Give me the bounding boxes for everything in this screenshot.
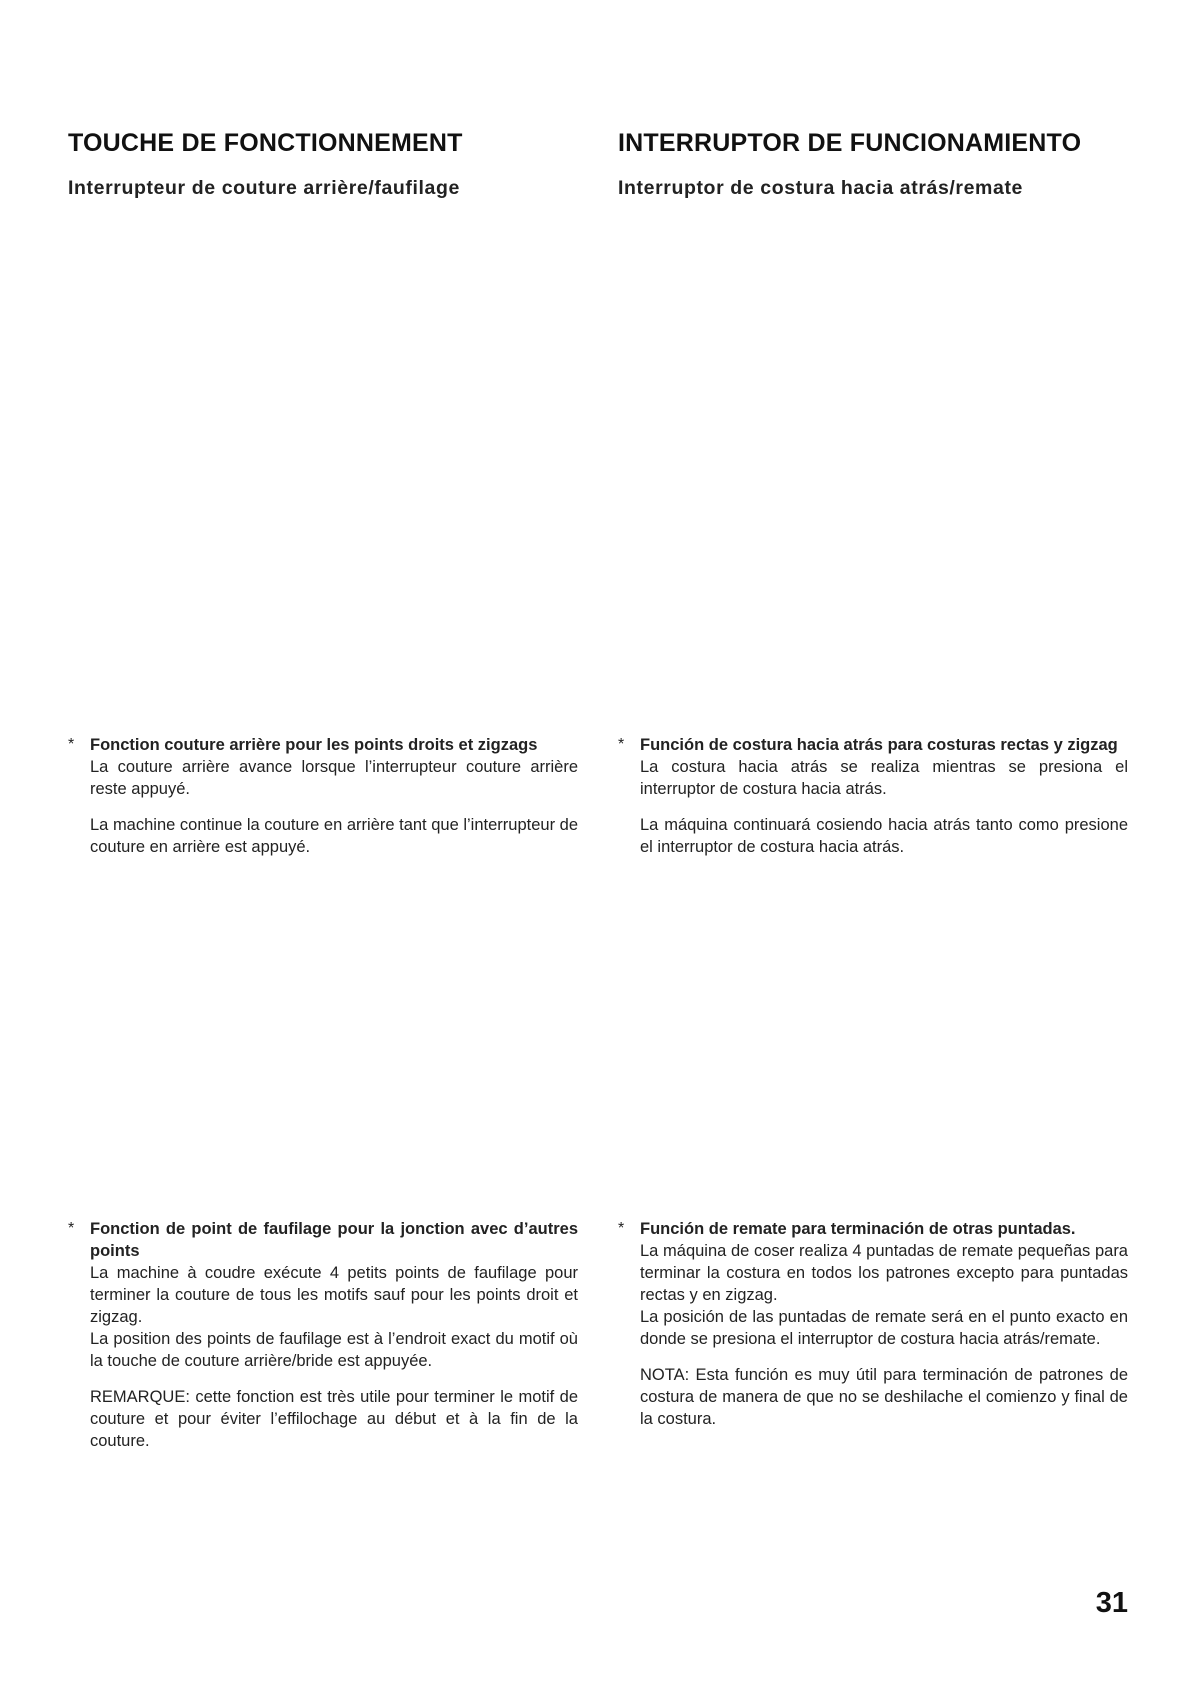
right-reverse-stitch-heading: Función de costura hacia atrás para costuras rectas y zigzag: [640, 736, 1118, 754]
right-tie-off-note: NOTA: Esta función es muy útil para terminación de patrones de costura de manera de que no se deshilache el comienzo y final de la costura.: [640, 1366, 1128, 1428]
left-tie-off-section: [68, 1218, 578, 1452]
left-tie-off-note: REMARQUE: cette fonction est très utile pour terminer le motif de couture et pour éviter l’effilochage au début et à la fin de la couture.: [90, 1388, 578, 1450]
right-reverse-stitch-p1: La costura hacia atrás se realiza mientras se presiona el interruptor de costura hacia atrás.: [640, 758, 1128, 798]
bullet-asterisk: *: [68, 1220, 75, 1237]
right-reverse-stitch-p2: La máquina continuará cosiendo hacia atrás tanto como presione el interruptor de costura hacia atrás.: [640, 816, 1128, 856]
right-reverse-stitch-bullet: [618, 734, 1128, 858]
left-header: [68, 128, 568, 200]
bullet-asterisk: *: [68, 736, 75, 753]
left-tie-off-p2: La position des points de faufilage est à l’endroit exact du motif où la touche de couture arrière/bride est appuyée.: [90, 1330, 578, 1370]
left-subtitle: Interrupteur de couture arrière/faufilage: [68, 177, 460, 199]
bullet-asterisk: *: [618, 1220, 625, 1237]
left-reverse-stitch-p2: La machine continue la couture en arrière tant que l’interrupteur de couture en arrière est appuyé.: [90, 816, 578, 856]
left-tie-off-heading: Fonction de point de faufilage pour la jonction avec d’autres points: [90, 1220, 578, 1260]
left-reverse-stitch-heading: Fonction couture arrière pour les points droits et zigzags: [90, 736, 538, 754]
right-section-title: INTERRUPTOR DE FUNCIONAMIENTO: [618, 129, 1082, 157]
right-reverse-stitch-section: [618, 734, 1128, 858]
page-number: 31: [1095, 1587, 1128, 1619]
left-tie-off-p1: La machine à coudre exécute 4 petits points de faufilage pour terminer la couture de tous les motifs sauf pour les points droit et zigzag.: [90, 1264, 578, 1326]
left-reverse-stitch-bullet: [68, 734, 578, 858]
right-tie-off-p2: La posición de las puntadas de remate será en el punto exacto en donde se presiona el interruptor de costura hacia atrás/remate.: [640, 1308, 1128, 1348]
right-tie-off-heading: Función de remate para terminación de otras puntadas.: [640, 1220, 1076, 1238]
right-header: [618, 128, 1118, 200]
right-tie-off-p1: La máquina de coser realiza 4 puntadas de remate pequeñas para terminar la costura en todos los patrones excepto para puntadas rectas y en zigzag.: [640, 1242, 1128, 1304]
left-section-title: TOUCHE DE FONCTIONNEMENT: [68, 129, 463, 157]
left-reverse-stitch-section: [68, 734, 578, 858]
bullet-asterisk: *: [618, 736, 625, 753]
right-subtitle: Interruptor de costura hacia atrás/remate: [618, 177, 1023, 199]
right-tie-off-bullet: [618, 1218, 1128, 1430]
right-tie-off-section: [618, 1218, 1128, 1430]
left-reverse-stitch-p1: La couture arrière avance lorsque l’interrupteur couture arrière reste appuyé.: [90, 758, 578, 798]
left-tie-off-bullet: [68, 1218, 578, 1452]
